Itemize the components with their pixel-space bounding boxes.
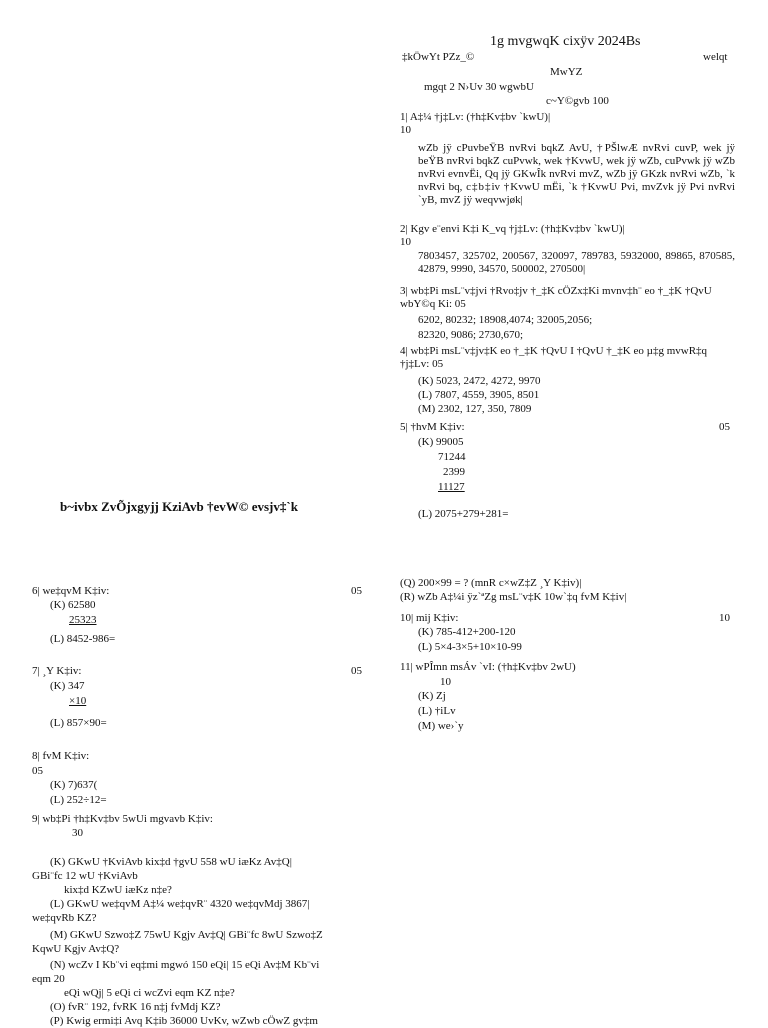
q9-m-line-1: (M) GKwU Szwo‡Z 75wU Kgjv Av‡Q| GBi¨fc 8wU Szwo‡Z xyxy=(50,929,323,941)
q9-n-line-3: eQi wQj| 5 eQi ci wcZvi eqm KZ n‡e? xyxy=(64,987,235,999)
q4-item-k: (K) 5023, 2472, 4272, 9970 xyxy=(418,375,541,387)
q3-line-1: 6202, 80232; 18908,4074; 32005,2056; xyxy=(418,314,593,326)
q11-l: (L) †iLv xyxy=(418,705,456,717)
full-marks-label: c~Y©gvb 100 xyxy=(546,95,609,107)
q7-k: (K) 347 xyxy=(50,680,85,692)
q4-heading: 4| wb‡Pi msL¨v‡jv‡K eo †_‡K †QvU I †QvU †_‡K eo µ‡g mvwR‡q †j‡Lv: 05 xyxy=(400,345,708,370)
q6-marks: 05 xyxy=(351,585,362,597)
q6-l: (L) 8452-986= xyxy=(50,633,116,645)
subject-name: MwYZ xyxy=(550,66,583,78)
q9-k-line-2: GBi¨fc 12 wU †KviAvb xyxy=(32,870,138,882)
q2-heading: 2| Kgv e¨envi K‡i K_vq †j‡Lv: (†h‡Kv‡bv `kwU)| xyxy=(400,223,625,235)
q1-body: wZb jÿ cPuvbeŸB nvRvi bqkZ AvU, †PŠlwÆ nvRvi cuvP, wek jÿ beŸB nvRvi bqkZ cuPvwk, wek †KvwU, wek jÿ wZb, cuPvwk jÿ wZb nvRvi evnvËi, Qq jÿ GKwÎk nvRvi mvZ, wZb jÿ GKzk nvRvi wZb, `k nvRvi bq, c‡b‡iv †KvwU mËi, `k †KvwU Pvi, mvZvk jÿ Pvi nvRvi `yB, mvZ jÿ weqvwjøk| xyxy=(418,142,735,206)
q4-item-m: (M) 2302, 127, 350, 7809 xyxy=(418,403,532,415)
q9-m-line-2: KqwU Kgjv Av‡Q? xyxy=(32,943,120,955)
q7-l: (L) 857×90= xyxy=(50,717,107,729)
q5-marks: 05 xyxy=(719,421,730,433)
q9-o: (O) fvR¨ 192, fvRK 16 n‡j fvMdj KZ? xyxy=(50,1001,221,1013)
q9-q: (Q) 200×99 = ? (mnR c×wZ‡Z ¸Y K‡iv)| xyxy=(400,577,582,589)
q3-heading: 3| wb‡Pi msL¨v‡jvi †Rvo‡jv †_‡K cÖZx‡Ki mvnv‡h¨ eo †_‡K †QvU wbY©q Ki: 05 xyxy=(400,285,712,310)
q5-l: (L) 2075+279+281= xyxy=(418,508,509,520)
q5-k-num-3: 2399 xyxy=(443,466,465,478)
q8-marks: 05 xyxy=(32,765,43,777)
q11-marks: 10 xyxy=(440,676,451,688)
q7-heading: 7| ¸Y K‡iv: xyxy=(32,665,82,677)
q9-p: (P) Kwig ermi‡i Avq K‡ib 36000 UvKv, wZwb cÖwZ gv‡m xyxy=(50,1015,318,1027)
board-stamp: b~ivbx ZvÕjxgyjj KziAvb †evW© evsjv‡`k xyxy=(60,499,298,514)
q10-heading: 10| mij K‡iv: xyxy=(400,612,459,624)
q5-k: (K) 99005 xyxy=(418,436,464,448)
q7-k-mul: ×10 xyxy=(69,695,87,707)
q9-k-line-1: (K) GKwU †KviAvb kix‡d †gvU 558 wU iæKz Av‡Q| xyxy=(50,856,292,868)
q9-heading: 9| wb‡Pi †h‡Kv‡bv 5wUi mgvavb K‡iv: xyxy=(32,813,213,825)
q10-marks: 10 xyxy=(719,612,730,624)
q9-r: (R) wZb A‡¼i ÿz`ªZg msL¨v‡K 10w`‡q fvM K‡iv| xyxy=(400,591,627,603)
q9-n-line-2: eqm 20 xyxy=(32,973,65,985)
q5-heading: 5| †hvM K‡iv: xyxy=(400,421,465,433)
q5-k-num-4: 11127 xyxy=(438,481,465,493)
q7-marks: 05 xyxy=(351,665,362,677)
time-label: mgqt 2 N›Uv 30 wgwbU xyxy=(424,81,534,93)
q11-m: (M) we›`y xyxy=(418,720,464,732)
q11-k: (K) Zj xyxy=(418,690,446,702)
q3-line-2: 82320, 9086; 2730,670; xyxy=(418,329,524,341)
q8-l: (L) 252÷12= xyxy=(50,794,107,806)
q6-k-sub: 25323 xyxy=(69,614,97,626)
q6-heading: 6| we‡qvM K‡iv: xyxy=(32,585,110,597)
q9-marks: 30 xyxy=(72,827,83,839)
q6-k: (K) 62580 xyxy=(50,599,96,611)
q1-heading: 1| A‡¼ †j‡Lv: (†h‡Kv‡bv `kwU)| xyxy=(400,111,551,123)
q10-k: (K) 785-412+200-120 xyxy=(418,626,516,638)
subject-label: welqt xyxy=(703,51,728,63)
class-label: ‡kÖwYt PZz_© xyxy=(402,51,475,63)
q8-heading: 8| fvM K‡iv: xyxy=(32,750,90,762)
exam-title: 1g mvgwqK cixÿv 2024Bs xyxy=(490,34,641,49)
q11-heading: 11| wPÎmn msÁv `vI: (†h‡Kv‡bv 2wU) xyxy=(400,661,576,673)
q9-n-line-1: (N) wcZv I Kb¨vi eq‡mi mgwó 150 eQi| 15 eQi Av‡M Kb¨vi xyxy=(50,959,320,971)
q2-body: 7803457, 325702, 200567, 320097, 789783, 5932000, 89865, 870585, 42879, 9990, 34570, 500002, 270500| xyxy=(418,250,735,275)
q1-marks: 10 xyxy=(400,124,411,136)
q10-l: (L) 5×4-3×5+10×10-99 xyxy=(418,641,522,653)
q9-l-line-1: (L) GKwU we‡qvM A‡¼ we‡qvR¨ 4320 we‡qvMdj 3867| xyxy=(50,898,310,910)
q9-l-line-2: we‡qvRb KZ? xyxy=(32,912,97,924)
q4-item-l: (L) 7807, 4559, 3905, 8501 xyxy=(418,389,540,401)
q9-k-line-3: kix‡d KZwU iæKz n‡e? xyxy=(64,884,172,896)
q2-marks: 10 xyxy=(400,236,411,248)
q5-k-num-2: 71244 xyxy=(438,451,466,463)
q8-k: (K) 7)637( xyxy=(50,779,98,791)
